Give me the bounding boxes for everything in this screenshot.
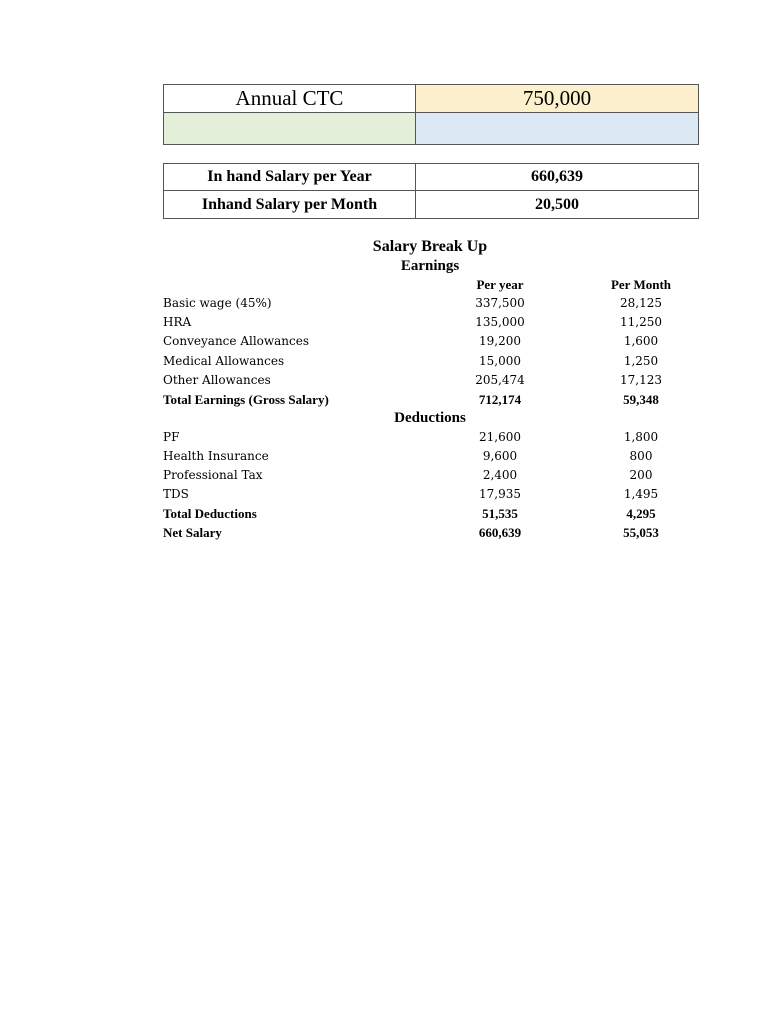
deductions-row: [163, 487, 703, 506]
inhand-month-value: 20,500: [535, 195, 579, 213]
row-label: HRA: [163, 315, 192, 329]
row-label: Health Insurance: [163, 449, 269, 463]
inhand-salary-table: [163, 163, 699, 219]
row-label: Basic wage (45%): [163, 296, 272, 310]
row-year-value: 19,200: [479, 334, 521, 348]
row-month-value: 1,600: [623, 334, 659, 348]
row-year-value: 9,600: [482, 449, 518, 463]
row-month-value: 1,495: [623, 487, 659, 501]
row-label: Medical Allowances: [163, 354, 285, 368]
earnings-heading: Earnings: [400, 258, 460, 274]
inhand-year-label: In hand Salary per Year: [164, 164, 416, 191]
row-year-value: 205,474: [475, 373, 525, 387]
total-earnings-row: [163, 392, 703, 411]
row-month-value: 1,250: [623, 354, 659, 368]
earnings-row: [163, 354, 703, 373]
empty-green-cell: [164, 113, 416, 144]
annual-ctc-table: [163, 84, 699, 145]
empty-blue-cell: [416, 113, 698, 144]
salary-breakup-title: Salary Break Up: [372, 238, 488, 255]
row-month-value: 4,295: [626, 506, 656, 521]
row-label: PF: [163, 430, 180, 444]
row-month-value: 200: [629, 468, 653, 482]
row-month-value: 17,123: [620, 373, 662, 387]
deductions-row: [163, 430, 703, 449]
inhand-month-label: Inhand Salary per Month: [164, 191, 416, 218]
earnings-row: [163, 373, 703, 392]
row-year-value: 135,000: [475, 315, 525, 329]
per-month-column-header: Per Month: [610, 277, 672, 292]
earnings-row: [163, 296, 703, 315]
row-label: Net Salary: [163, 525, 222, 540]
row-year-value: 712,174: [478, 392, 522, 407]
annual-ctc-label: Annual CTC: [164, 85, 416, 113]
deductions-heading: Deductions: [394, 410, 466, 426]
row-month-value: 28,125: [620, 296, 662, 310]
total-deductions-row: [163, 506, 703, 525]
row-label: Total Deductions: [163, 506, 257, 521]
row-year-value: 2,400: [482, 468, 518, 482]
net-salary-row: [163, 525, 703, 544]
row-label: TDS: [163, 487, 189, 501]
row-label: Professional Tax: [163, 468, 263, 482]
row-month-value: 55,053: [623, 525, 659, 540]
row-year-value: 660,639: [478, 525, 522, 540]
row-label: Conveyance Allowances: [163, 334, 310, 348]
row-month-value: 11,250: [620, 315, 662, 329]
row-label: Total Earnings (Gross Salary): [163, 392, 329, 407]
row-year-value: 17,935: [479, 487, 521, 501]
earnings-row: [163, 315, 703, 334]
per-year-column-header: Per year: [476, 277, 524, 292]
row-year-value: 51,535: [482, 506, 518, 521]
row-year-value: 21,600: [479, 430, 521, 444]
deductions-row: [163, 449, 703, 468]
annual-ctc-value: 750,000: [416, 85, 698, 113]
row-label: Other Allowances: [163, 373, 271, 387]
row-year-value: 15,000: [479, 354, 521, 368]
deductions-row: [163, 468, 703, 487]
earnings-row: [163, 334, 703, 353]
inhand-year-value: 660,639: [416, 164, 698, 191]
row-month-value: 59,348: [623, 392, 659, 407]
row-month-value: 800: [629, 449, 653, 463]
row-month-value: 1,800: [623, 430, 659, 444]
row-year-value: 337,500: [475, 296, 525, 310]
